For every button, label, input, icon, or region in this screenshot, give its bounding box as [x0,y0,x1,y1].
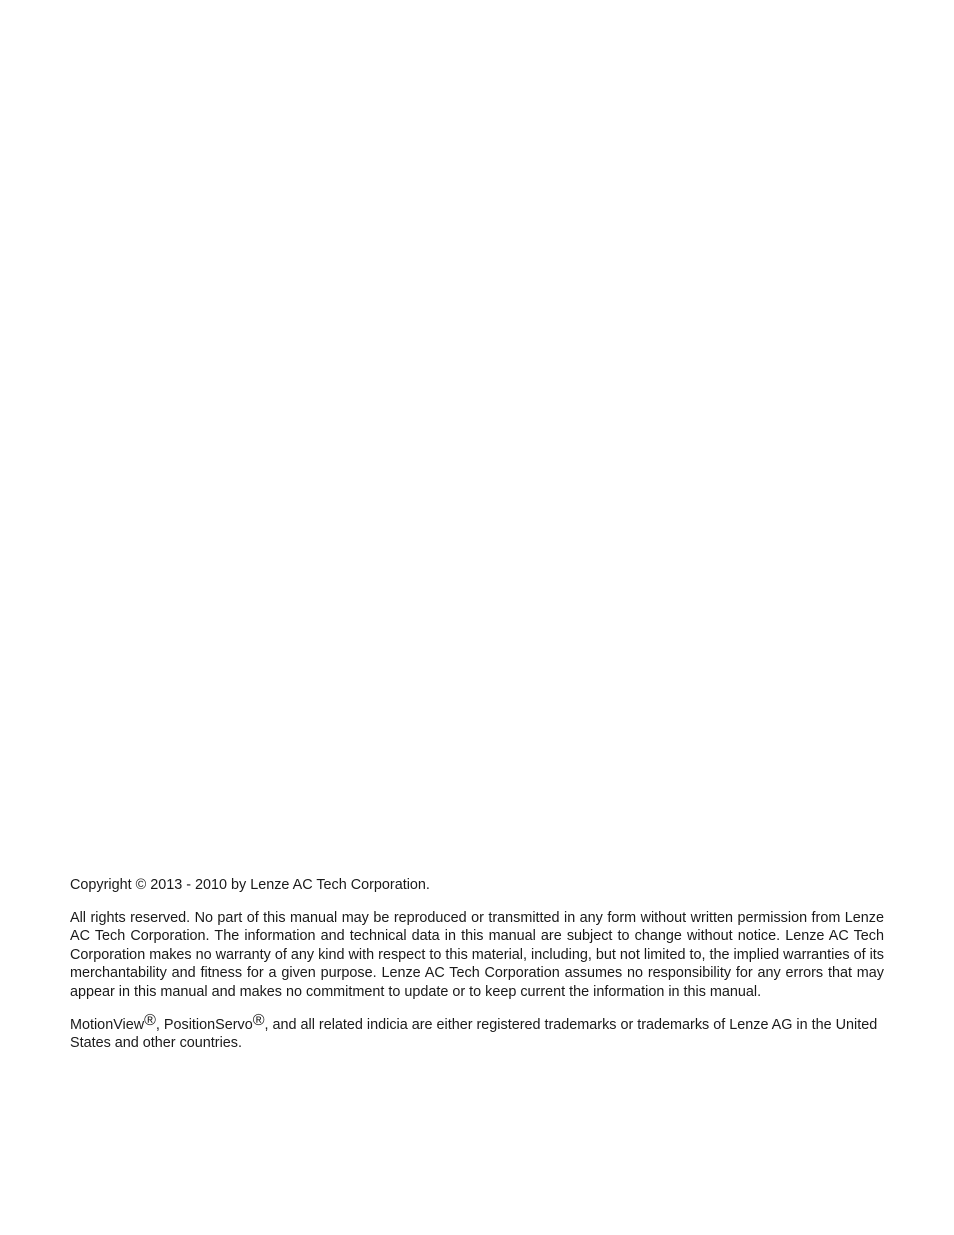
registered-symbol: ® [252,1011,265,1029]
trademark-statement: , and all related indicia are either registered trademarks or trademarks of Lenze AG in the United States and other countries. [70,1016,878,1052]
trademark-motionview: MotionView [70,1016,145,1033]
legal-notice [70,876,884,1067]
copyright-notice: Copyright © 2013 - 2010 by Lenze AC Tech Corporation. [70,877,430,893]
rights-reserved-paragraph: All rights reserved. No part of this manual may be reproduced or transmitted in any form without written permission from Lenze AC Tech Corporation. The information and technical data in this manual are subject to change without notice. Lenze AC Tech Corporation makes no warranty of any kind with respect to this material, including, but not limited to, the implied warranties of its merchantability and fitness for a given purpose. Lenze AC Tech Corporation assumes no responsibility for any errors that may appear in this manual and makes no commitment to update or to keep current the information in this manual. [70,909,884,1000]
trademark-notice [70,1011,884,1053]
trademark-positionservo: , PositionServo [155,1016,253,1033]
registered-symbol: ® [144,1011,156,1029]
